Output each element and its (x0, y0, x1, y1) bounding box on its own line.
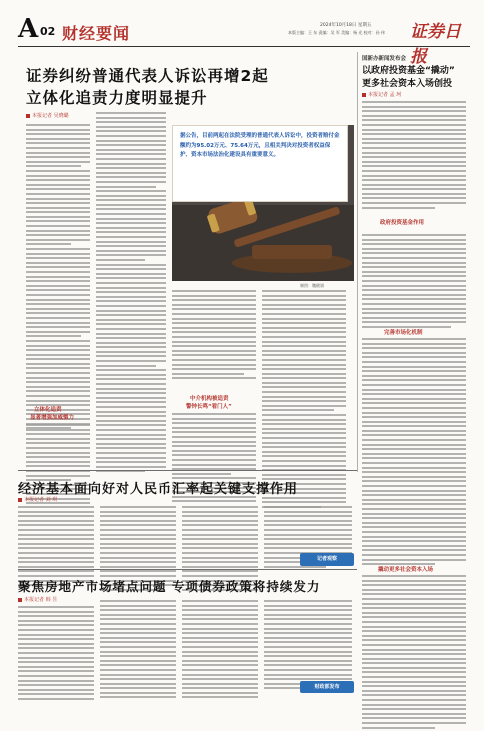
right-title-line2: 更多社会资本入场创投 (362, 79, 453, 89)
third-column-1 (18, 606, 94, 702)
right-subhead-3: 完善市场化机制 (384, 330, 423, 336)
image-caption: 制图：魏健骐 (300, 283, 324, 288)
right-title-line1: 以政府投资基金“撬动” (362, 66, 455, 76)
observation-logo (300, 553, 354, 566)
lead-subhead-2: 显著增强加威慑力 (30, 415, 75, 421)
observation-logo-text: 记者观察 (316, 556, 337, 562)
lead-subhead-1: 立体化追责 (34, 407, 62, 413)
right-column-body-4 (362, 575, 466, 731)
section-rule-2 (18, 470, 357, 471)
right-column-body-1 (362, 101, 466, 211)
finance-ministry-logo (300, 681, 354, 693)
page-number: 02 (40, 25, 56, 38)
byline-marker-icon (18, 498, 22, 502)
highlight-box (172, 125, 348, 202)
second-byline (18, 496, 57, 503)
page-letter: A (18, 14, 39, 44)
right-byline (362, 91, 401, 98)
lead-subhead-4: 警钟长鸣“看门人” (186, 404, 232, 410)
lead-title-line1: 证券纠纷普通代表人诉讼再增2起 (26, 67, 269, 85)
section-title: 财经要闻 (62, 24, 131, 43)
byline-marker-icon (18, 598, 22, 602)
right-kicker: 国新办新闻发布会 (362, 56, 407, 62)
right-column-body-3 (362, 338, 466, 568)
lead-column-1 (26, 124, 90, 432)
editor-line: 本版主编：王 东 责编：吴 军 美编：杨 光 校对：孙 伟 (288, 30, 385, 35)
date-line: 2024年10月18日 星期五 (320, 23, 372, 28)
third-byline (18, 596, 57, 603)
second-title: 经济基本面向好对人民币汇率起关键支撑作用 (18, 482, 299, 497)
lead-subhead-3: 中介机构被追责 (190, 396, 229, 402)
third-column-4 (264, 600, 352, 692)
third-byline-text: 本报记者 韩 昱 (24, 597, 58, 603)
brand-logo: 证券日报 (410, 22, 461, 67)
lead-title-line2: 立体化追责力度明显提升 (26, 89, 208, 107)
byline-marker-icon (26, 114, 30, 118)
highlight-text: 据公告，目前两起在法院受理的普通代表人诉讼中，投资者赔付金额约为95.02万元、75.64万元，且相关判决对投资者权益保护、资本市场法治化建设具有重要意义。 (180, 133, 340, 158)
second-byline-text: 本报记者 刘 琪 (24, 497, 58, 503)
third-column-3 (182, 600, 258, 701)
third-column-2 (100, 600, 176, 701)
lead-column-3 (172, 290, 256, 382)
right-subhead-1: 政府投资基金作用 (380, 220, 425, 226)
lead-byline-text: 本报记者 吴晓璐 (32, 113, 69, 119)
third-title: 聚焦房地产市场堵点问题 专项债券政策将持续发力 (18, 579, 321, 594)
column-divider (357, 52, 358, 472)
byline-marker-icon (362, 93, 366, 97)
right-column-body-2 (362, 234, 466, 330)
right-byline-text: 本报记者 孟 珂 (368, 92, 402, 98)
lead-column-2 (96, 112, 166, 475)
right-subhead-4: 撬动更多社会资本入场 (378, 567, 434, 573)
section-rule-3 (18, 569, 357, 570)
lead-byline (26, 112, 69, 119)
masthead-rule (18, 46, 470, 47)
finance-ministry-logo-text: 财政部发布 (314, 684, 340, 690)
